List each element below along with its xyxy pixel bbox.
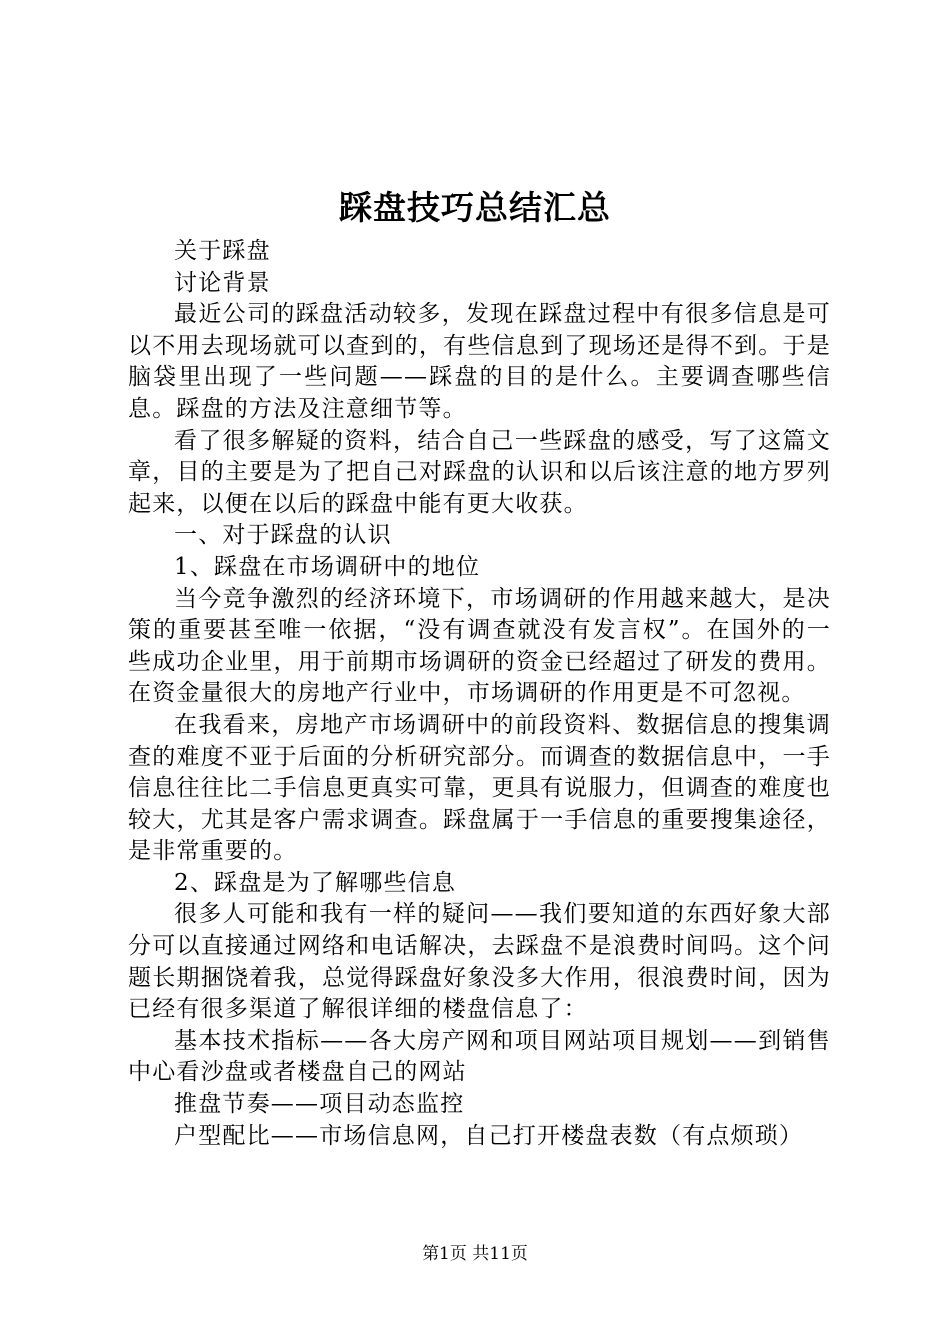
paragraph-heading-about: 关于踩盘 — [174, 238, 271, 264]
document-body — [128, 236, 831, 1152]
subsection-heading: 1、踩盘在市场调研中的地位 — [174, 553, 481, 580]
list-item: 户型配比——市场信息网，自己打开楼盘表数（有点烦琐） — [174, 1122, 804, 1149]
subsection-heading: 2、踩盘是为了解哪些信息 — [174, 869, 457, 896]
paragraph: 最近公司的踩盘活动较多，发现在踩盘过程中有很多信息是可以不用去现场就可以查到的，有些信息到了现场还是得不到。于是脑袋里出现了一些问题——踩盘的目的是什么。主要调查哪些信息。踩盘的方法及注意细节等。 — [128, 301, 831, 422]
list-item: 基本技术指标——各大房产网和项目网站项目规划——到销售中心看沙盘或者楼盘自己的网站 — [128, 1027, 831, 1086]
paragraph-heading-background: 讨论背景 — [174, 269, 271, 296]
paragraph: 在我看来，房地产市场调研中的前段资料、数据信息的搜集调查的难度不亚于后面的分析研究部分。而调查的数据信息中，一手信息往往比二手信息更真实可靠，更具有说服力，但调查的难度也较大，尤其是客户需求调查。踩盘属于一手信息的重要搜集途径，是非常重要的。 — [128, 711, 831, 865]
section-heading: 一、对于踩盘的认识 — [174, 522, 392, 549]
paragraph: 看了很多解疑的资料，结合自己一些踩盘的感受，写了这篇文章，目的主要是为了把自己对踩盘的认识和以后该注意的地方罗列起来，以便在以后的踩盘中能有更大收获。 — [128, 427, 831, 517]
paragraph: 当今竞争激烈的经济环境下，市场调研的作用越来越大，是决策的重要甚至唯一依据，“没有调查就没有发言权”。在国外的一些成功企业里，用于前期市场调研的资金已经超过了研发的费用。在资金量很大的房地产行业中，市场调研的作用更是不可忽视。 — [128, 585, 831, 707]
paragraph: 很多人可能和我有一样的疑问——我们要知道的东西好象大部分可以直接通过网络和电话解决，去踩盘不是浪费时间吗。这个问题长期捆饶着我，总觉得踩盘好象没多大作用，很浪费时间，因为已经有很多渠道了解很详细的楼盘信息了： — [128, 901, 831, 1023]
page-number-footer: 第1页 共11页 — [422, 1244, 528, 1264]
list-item: 推盘节奏——项目动态监控 — [174, 1091, 465, 1118]
document-title: 踩盘技巧总结汇总 — [339, 188, 611, 227]
